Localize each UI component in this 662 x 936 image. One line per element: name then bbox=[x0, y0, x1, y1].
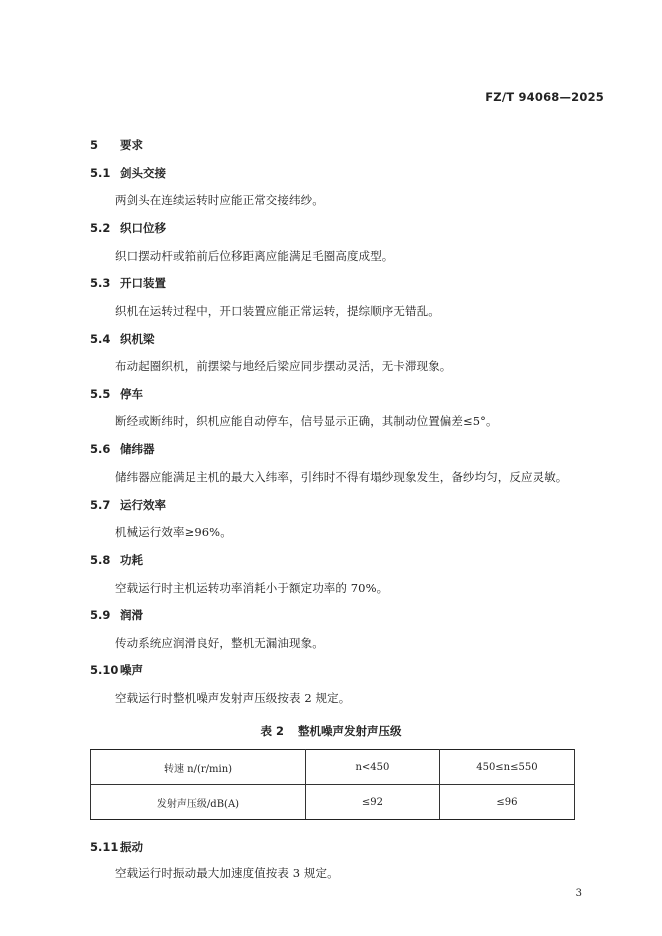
clause-text-5-5: 断经或断纬时，织机应能自动停车，信号显示正确，其制动位置偏差≤5°。 bbox=[115, 414, 498, 428]
clause-text-5-7: 机械运行效率≥96%。 bbox=[115, 525, 232, 539]
clause-title: 开口装置 bbox=[120, 276, 166, 290]
clause-title: 运行效率 bbox=[120, 498, 166, 512]
clause-heading-5-3 bbox=[90, 275, 166, 291]
table-cell: 发射声压级/dB(A) bbox=[91, 785, 306, 820]
clause-title: 停车 bbox=[120, 387, 143, 401]
table-caption bbox=[0, 723, 662, 739]
table-cell: n<450 bbox=[306, 750, 440, 785]
clause-number: 5.8 bbox=[90, 553, 111, 567]
clause-heading-5-2 bbox=[90, 220, 166, 236]
clause-number: 5.10 bbox=[90, 663, 119, 677]
table-cell: ≤96 bbox=[439, 785, 574, 820]
clause-number: 5.6 bbox=[90, 442, 111, 456]
table-row bbox=[91, 750, 575, 785]
clause-number: 5.1 bbox=[90, 166, 111, 180]
noise-table bbox=[90, 749, 575, 820]
clause-title: 织机梁 bbox=[120, 332, 155, 346]
table-row bbox=[91, 785, 575, 820]
clause-title: 剑头交接 bbox=[120, 166, 166, 180]
clause-title: 织口位移 bbox=[120, 221, 166, 235]
clause-title: 润滑 bbox=[120, 608, 143, 622]
clause-number: 5.4 bbox=[90, 332, 111, 346]
clause-text-5-8: 空载运行时主机运转功率消耗小于额定功率的 70%。 bbox=[115, 581, 389, 595]
clause-title: 功耗 bbox=[120, 553, 143, 567]
clause-number: 5.5 bbox=[90, 387, 111, 401]
table-cell: 450≤n≤550 bbox=[439, 750, 574, 785]
clause-text-5-1: 两剑头在连续运转时应能正常交接纬纱。 bbox=[115, 193, 324, 207]
clause-heading-5-6 bbox=[90, 441, 155, 457]
clause-title: 噪声 bbox=[120, 663, 143, 677]
standard-code: FZ/T 94068—2025 bbox=[485, 90, 604, 104]
clause-title: 振动 bbox=[120, 840, 143, 854]
clause-title: 储纬器 bbox=[120, 442, 155, 456]
clause-number: 5.2 bbox=[90, 221, 111, 235]
clause-number: 5.3 bbox=[90, 276, 111, 290]
clause-text-5-9: 传动系统应润滑良好，整机无漏油现象。 bbox=[115, 636, 324, 650]
table-cell: ≤92 bbox=[306, 785, 440, 820]
clause-text-5-4: 布动起圈织机，前摆梁与地经后梁应同步摆动灵活，无卡滞现象。 bbox=[115, 359, 452, 373]
clause-heading-5-7 bbox=[90, 497, 166, 513]
clause-number: 5.9 bbox=[90, 608, 111, 622]
clause-heading-5-10 bbox=[90, 662, 143, 678]
table-caption-title: 整机噪声发射声压级 bbox=[298, 724, 402, 738]
clause-heading-5-4 bbox=[90, 331, 155, 347]
clause-text-5-3: 织机在运转过程中，开口装置应能正常运转，提综顺序无错乱。 bbox=[115, 304, 440, 318]
clause-heading-5-9 bbox=[90, 607, 143, 623]
clause-heading-5-8 bbox=[90, 552, 143, 568]
section-heading bbox=[90, 137, 143, 153]
clause-heading-5-1 bbox=[90, 165, 166, 181]
clause-text-5-2: 织口摆动杆或筘前后位移距离应能满足毛圈高度成型。 bbox=[115, 249, 394, 263]
page-number: 3 bbox=[575, 888, 582, 899]
clause-text-5-10: 空载运行时整机噪声发射声压级按表 2 规定。 bbox=[115, 691, 351, 705]
section-title: 要求 bbox=[120, 138, 143, 152]
clause-heading-5-5 bbox=[90, 386, 143, 402]
table-cell: 转速 n/(r/min) bbox=[91, 750, 306, 785]
clause-heading-5-11 bbox=[90, 839, 143, 855]
clause-text-5-6: 储纬器应能满足主机的最大入纬率，引纬时不得有塌纱现象发生，备纱均匀，反应灵敏。 bbox=[115, 470, 568, 484]
section-number: 5 bbox=[90, 138, 99, 152]
clause-text-5-11: 空载运行时振动最大加速度值按表 3 规定。 bbox=[115, 866, 339, 880]
clause-number: 5.11 bbox=[90, 840, 119, 854]
clause-number: 5.7 bbox=[90, 498, 111, 512]
table-caption-number: 表 2 bbox=[260, 724, 284, 738]
